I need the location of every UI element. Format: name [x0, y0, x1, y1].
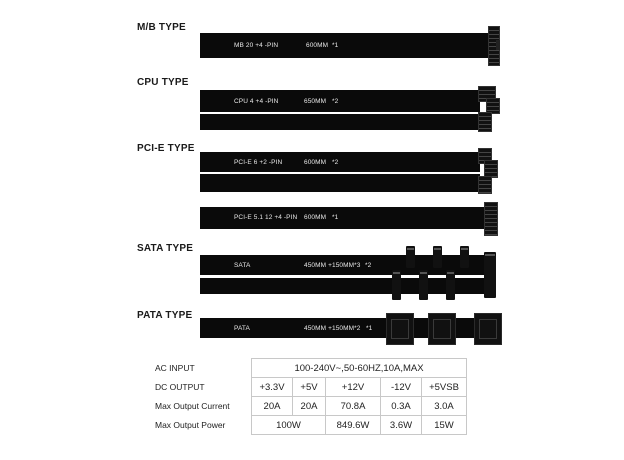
sata-plug-2-bottom-icon	[419, 270, 428, 300]
dc-output-5v: +5V	[293, 378, 326, 397]
mb-type-heading: M/B TYPE	[137, 22, 186, 33]
cpu-connector-bottom-icon	[478, 112, 492, 132]
cpu-cable-2	[200, 114, 480, 130]
mb-cable-length: 600MM	[306, 42, 329, 49]
pcie-cable-2-length: 600MM	[304, 214, 327, 221]
pcie-cable-1-name: PCI-E 6 +2 -PIN	[234, 159, 283, 166]
dc-output-5vsb: +5VSB	[422, 378, 467, 397]
dc-output-row	[155, 378, 467, 397]
max-power-5vsb: 15W	[422, 416, 467, 435]
max-current-3v3: 20A	[252, 397, 293, 416]
max-power-combined: 100W	[252, 416, 326, 435]
dc-output-3v3: +3.3V	[252, 378, 293, 397]
sata-plug-3-top-icon	[460, 246, 469, 268]
sata-cable-length: 450MM +150MM*3	[304, 262, 361, 269]
pcie-cable-2-qty: *1	[332, 214, 339, 221]
max-current-minus12v: 0.3A	[381, 397, 422, 416]
dc-output-label: DC OUTPUT	[155, 382, 205, 392]
cpu-cable-length: 650MM	[304, 98, 327, 105]
max-current-5v: 20A	[293, 397, 326, 416]
pcie-cable-1-qty: *2	[332, 159, 339, 166]
pata-type-heading: PATA TYPE	[137, 310, 193, 321]
pcie-connector-bottom-icon	[478, 176, 492, 194]
sata-plug-3-bottom-icon	[446, 270, 455, 300]
max-power-minus12v: 3.6W	[381, 416, 422, 435]
cpu-cable-qty: *2	[332, 98, 339, 105]
cpu-cable-name: CPU 4 +4 -PIN	[234, 98, 279, 105]
sata-plug-1-top-icon	[406, 246, 415, 268]
pata-plug-2-icon	[428, 313, 456, 345]
max-current-label: Max Output Current	[155, 401, 230, 411]
max-power-row	[155, 416, 467, 435]
sata-plug-end-icon	[484, 252, 496, 298]
sata-cable-qty: *2	[365, 262, 372, 269]
pata-cable-qty: *1	[366, 325, 373, 332]
dc-output-12v: +12V	[326, 378, 381, 397]
sata-plug-2-top-icon	[433, 246, 442, 268]
spec-table	[155, 358, 467, 435]
mb-connector-tab-icon	[496, 40, 500, 50]
max-power-label: Max Output Power	[155, 420, 226, 430]
mb-cable-name: MB 20 +4 -PIN	[234, 42, 279, 49]
max-power-12v: 849.6W	[326, 416, 381, 435]
pcie-cable-1-length: 600MM	[304, 159, 327, 166]
sata-type-heading: SATA TYPE	[137, 243, 194, 254]
pcie-type-heading: PCI-E TYPE	[137, 143, 195, 154]
pata-plug-3-icon	[474, 313, 502, 345]
pcie-cable-1b	[200, 174, 480, 192]
dc-output-minus12v: -12V	[381, 378, 422, 397]
max-current-12v: 70.8A	[326, 397, 381, 416]
pata-cable-length: 450MM +150MM*2	[304, 325, 361, 332]
pata-cable-name: PATA	[234, 325, 250, 332]
mb-cable-qty: *1	[332, 42, 339, 49]
sata-cable-name: SATA	[234, 262, 251, 269]
ac-input-row	[155, 359, 467, 378]
sata-plug-1-bottom-icon	[392, 270, 401, 300]
ac-input-label: AC INPUT	[155, 363, 195, 373]
pata-plug-1-icon	[386, 313, 414, 345]
cpu-type-heading: CPU TYPE	[137, 77, 189, 88]
pcie-12v-connector-icon	[484, 202, 498, 236]
pcie-cable-2-name: PCI-E 5.1 12 +4 -PIN	[234, 214, 298, 221]
max-current-5vsb: 3.0A	[422, 397, 467, 416]
ac-input-value: 100-240V~,50-60HZ,10A,MAX	[252, 359, 467, 378]
max-current-row	[155, 397, 467, 416]
